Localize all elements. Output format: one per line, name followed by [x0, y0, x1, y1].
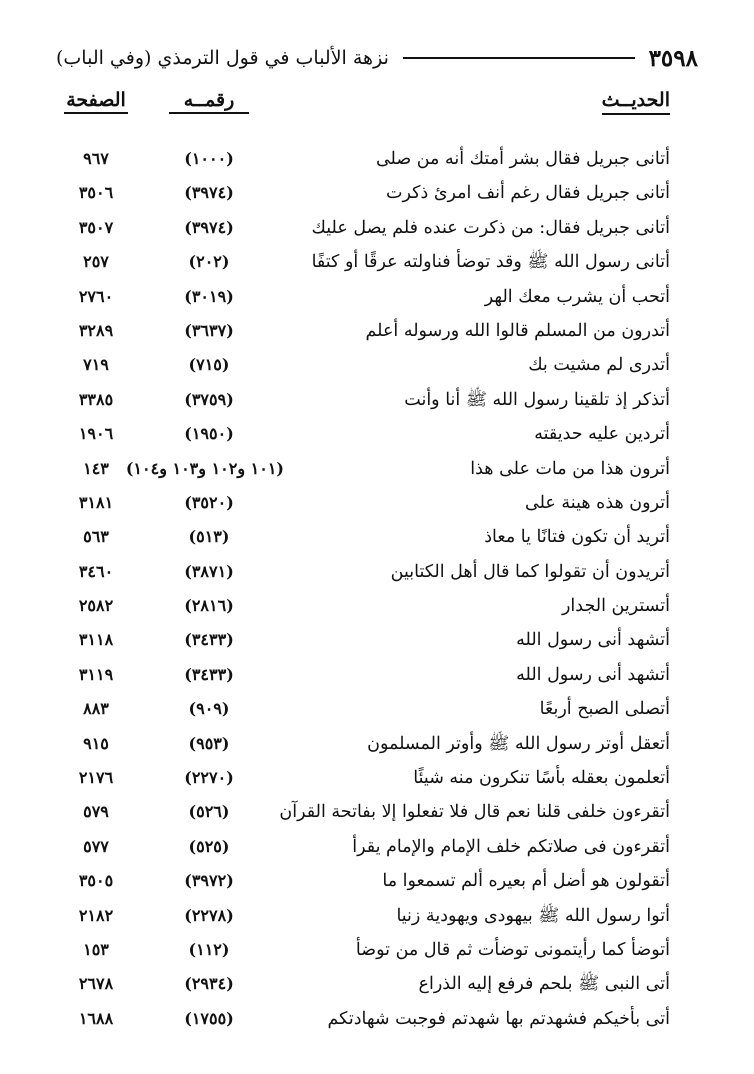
hadith-number: (١١٢) [188, 939, 230, 959]
page-number: ٣٥٩٨ [648, 44, 698, 72]
index-row [56, 385, 670, 419]
index-row [56, 178, 670, 212]
page-header [56, 42, 698, 74]
index-row [56, 901, 670, 935]
page-reference: ٢٥٧ [83, 252, 109, 272]
page-reference: ٣٤٦٠ [78, 561, 114, 581]
page-reference: ٢١٨٢ [78, 905, 114, 925]
hadith-text: أتحب أن يشرب معك الهر [484, 286, 670, 307]
page-reference: ٧١٩ [83, 355, 109, 375]
index-row [56, 316, 670, 350]
page-reference: ٢٦٧٨ [78, 974, 114, 994]
page-reference: ٣١١٩ [78, 664, 114, 684]
hadith-number: (٢٨١٦) [184, 596, 234, 616]
hadith-text: أتقولون هو أضل أم بعيره ألم تسمعوا ما [382, 871, 670, 892]
hadith-text: أتسترين الجدار [561, 596, 670, 617]
hadith-number: (٣٥٢٠) [184, 492, 234, 512]
page-reference: ٥٦٣ [83, 527, 109, 547]
hadith-text: أتى النبى ﷺ بلحم فرفع إليه الذراع [418, 974, 670, 995]
index-row [56, 866, 670, 900]
hadith-number: (٢٢٧٨) [184, 905, 234, 925]
page-reference: ٢١٧٦ [78, 768, 114, 788]
hadith-text: أتوضأ كما رأيتمونى توضأت ثم قال من توضأ [355, 939, 670, 960]
page-reference: ٩٦٧ [83, 149, 109, 168]
page-reference: ٢٥٨٢ [78, 596, 114, 616]
index-row [56, 591, 670, 625]
index-row [56, 797, 670, 831]
hadith-text: أتذكر إذ تلقينا رسول الله ﷺ أنا وأنت [404, 389, 670, 410]
hadith-text: أتريد أن تكون فتانًا يا معاذ [484, 527, 670, 548]
index-list [56, 144, 670, 1038]
running-title: نزهة الألباب في قول الترمذي (وفي الباب) [56, 47, 389, 69]
page-reference: ٣٣٨٥ [78, 389, 114, 409]
index-row [56, 522, 670, 556]
hadith-text: أتقرءون فى صلاتكم خلف الإمام والإمام يقرأ [352, 836, 670, 857]
index-row [56, 763, 670, 797]
hadith-number: (٣٦٣٧) [184, 320, 234, 340]
page-reference: ١٥٣ [83, 939, 109, 959]
hadith-number: (١٩٥٠) [184, 424, 234, 444]
page-reference: ٩١٥ [83, 733, 109, 753]
hadith-number: (٣٤٣٣) [184, 664, 234, 684]
hadith-number: (١٠١ و١٠٢ و١٠٣ و١٠٤) [125, 458, 284, 478]
hadith-number: (٣٩٧٤) [184, 183, 234, 203]
hadith-number: (٥٢٦) [188, 802, 230, 822]
page-reference: ٣٥٠٥ [78, 871, 114, 891]
index-row [56, 419, 670, 453]
hadith-text: أتعلمون بعقله بأسًا تنكرون منه شيئًا [413, 768, 670, 789]
hadith-text: أتى بأخيكم فشهدتم بها شهدتم فوجبت شهادتكم [327, 1008, 670, 1029]
page-reference: ٣١٨١ [78, 492, 114, 512]
hadith-text: أتانى جبريل فقال: من ذكرت عنده فلم يصل عليك [311, 217, 670, 238]
index-row [56, 625, 670, 659]
index-row [56, 694, 670, 728]
hadith-number: (٢٠٢) [188, 252, 230, 272]
page-reference: ١٤٣ [83, 458, 109, 478]
page-reference: ٣١١٨ [78, 630, 114, 650]
hadith-text: أتصلى الصبح أربعًا [539, 699, 670, 720]
index-row [56, 144, 670, 178]
index-row [56, 557, 670, 591]
header-rule [403, 57, 635, 59]
hadith-text: أتشهد أنى رسول الله [516, 664, 670, 685]
hadith-number: (٣٨٧١) [184, 561, 234, 581]
index-row [56, 660, 670, 694]
page-reference: ١٦٨٨ [78, 1008, 114, 1028]
hadith-text: أترون هذه هينة على [525, 492, 670, 513]
hadith-text: أتدرى لم مشيت بك [528, 355, 670, 376]
index-row [56, 488, 670, 522]
index-row [56, 1004, 670, 1038]
page-reference: ٥٧٧ [83, 836, 109, 856]
page-reference: ٣٥٠٧ [78, 217, 114, 237]
hadith-number: (٣٧٥٩) [184, 389, 234, 409]
index-row [56, 213, 670, 247]
index-row [56, 969, 670, 1003]
hadith-text: أتانى جبريل فقال بشر أمتك أنه من صلى [375, 149, 670, 169]
page-reference: ٢٧٦٠ [78, 286, 114, 306]
index-row [56, 247, 670, 281]
page-reference: ٨٨٣ [83, 699, 109, 719]
page-reference: ٣٢٨٩ [78, 320, 114, 340]
hadith-number: (٣٤٣٣) [184, 630, 234, 650]
hadith-number: (١٧٥٥) [184, 1008, 234, 1028]
column-headers [56, 88, 670, 118]
column-header-page: الصفحة [64, 88, 128, 114]
hadith-text: أترون هذا من مات على هذا [470, 458, 670, 479]
column-header-hadith: الحديــث [602, 88, 670, 115]
hadith-number: (٣٩٧٢) [184, 871, 234, 891]
hadith-number: (٥٢٥) [188, 836, 230, 856]
hadith-number: (٣٠١٩) [184, 286, 234, 306]
hadith-number: (٥١٣) [188, 527, 230, 547]
hadith-text: أتردين عليه حديقته [534, 424, 670, 445]
hadith-text: أتعقل أوتر رسول الله ﷺ وأوتر المسلمون [367, 733, 670, 754]
hadith-text: أتريدون أن تقولوا كما قال أهل الكتابين [390, 561, 670, 582]
index-row [56, 282, 670, 316]
hadith-text: أتوا رسول الله ﷺ بيهودى ويهودية زنيا [396, 905, 670, 926]
index-row [56, 729, 670, 763]
column-header-number: رقمــه [169, 88, 249, 114]
page-reference: ٥٧٩ [83, 802, 109, 822]
hadith-number: (٧١٥) [188, 355, 230, 375]
hadith-number: (٢٩٣٤) [184, 974, 234, 994]
hadith-text: أتانى جبريل فقال رغم أنف امرئ ذكرت [386, 183, 670, 204]
index-row [56, 832, 670, 866]
hadith-number: (٢٢٧٠) [184, 768, 234, 788]
index-row [56, 935, 670, 969]
hadith-number: (٩٠٩) [188, 699, 230, 719]
page-reference: ١٩٠٦ [78, 424, 114, 444]
page-reference: ٣٥٠٦ [78, 183, 114, 203]
hadith-text: أتانى رسول الله ﷺ وقد توضأ فناولته عرقًا أو كتفًا [311, 252, 670, 273]
index-row [56, 454, 670, 488]
hadith-text: أتقرءون خلفى قلنا نعم قال فلا تفعلوا إلا بفاتحة القرآن [279, 802, 670, 823]
hadith-number: (٣٩٧٤) [184, 217, 234, 237]
hadith-text: أتدرون من المسلم قالوا الله ورسوله أعلم [365, 320, 670, 341]
hadith-number: (٩٥٣) [188, 733, 230, 753]
index-row [56, 350, 670, 384]
hadith-text: أتشهد أنى رسول الله [516, 630, 670, 651]
hadith-number: (١٠٠٠) [184, 149, 234, 168]
